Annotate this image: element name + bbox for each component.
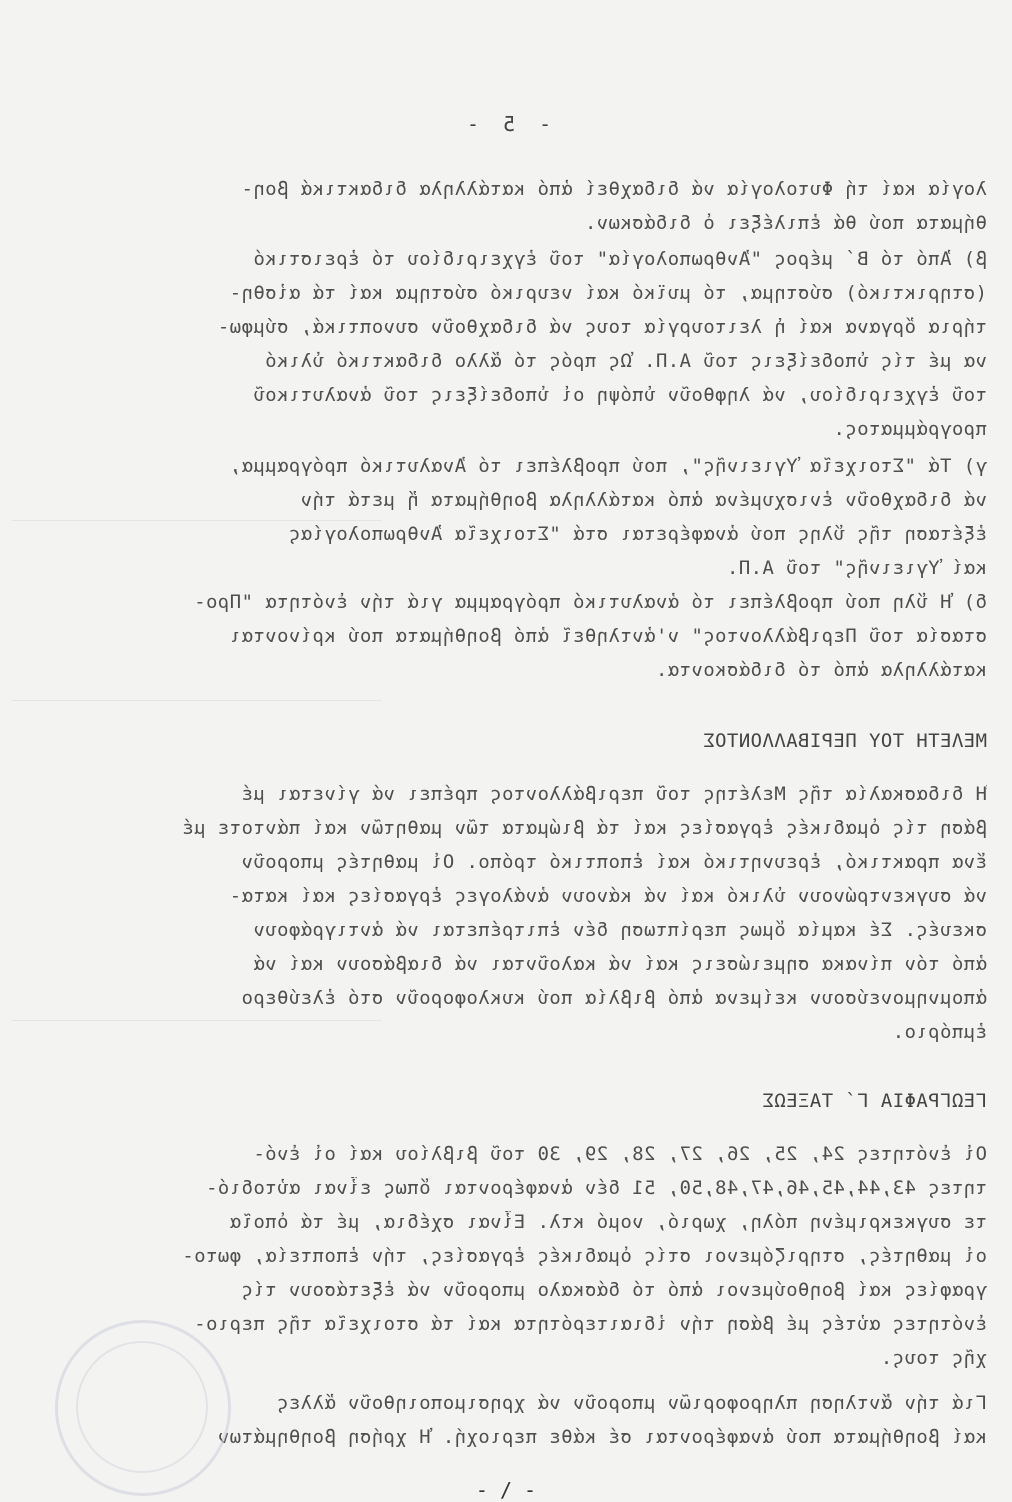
body-line: οἱ μαθητές, στηριζόμενοι στίς ὁμαδικές ἐργασίες, τήν ἐποπτεία, φωτο- <box>181 1245 987 1267</box>
body-line: σκευές. Σέ καμία ὅμως περίπτωση δέν ἐπιτρέπεται νά ἀντιγράφουν <box>252 919 987 941</box>
body-line: β) Ἀπό τό Β΄ μέρος "Ἀνθρωπολογία" τοῦ ἐγχειριδίου τό ἐρειστικό <box>252 248 987 270</box>
page-continuation-mark: - / - <box>475 1478 537 1502</box>
body-line: στασία τοῦ Περιβάλλοντος" ν'ἀντληθεῖ ἀπό βοηθήματα πού κρίνονται <box>229 625 987 647</box>
section-heading: ΜΕΛΕΤΗ ΤΟΥ ΠΕΡΙΒΑΛΛΟΝΤΟΣ <box>702 730 987 752</box>
body-line: δ) Ἡ ὕλη πού προβλέπει τό ἀναλυτικό πρόγραμμα γιά τήν ἑνότητα "Προ- <box>193 591 987 613</box>
body-line: γραφίες καί βοηθούμενοι ἀπό τό δάσκαλο μποροῦν νά ἐξετάσουν τίς <box>241 1279 987 1301</box>
body-line: να μέ τίς ὑποδείξεις τοῦ Α.Π. Ὡς πρός τό ἄλλο διδακτικό ὑλικό <box>264 350 987 372</box>
body-line: καί Ὑγιεινῆς" τοῦ Α.Π. <box>726 557 987 579</box>
body-line: ἑνότητες αὐτές μέ βάση τήν ἰδιαιτερότητα καί τά στοιχεῖα τῆς περιο- <box>193 1313 987 1335</box>
body-line: τοῦ ἐγχειριδίου, νά ληφθοῦν ὑπόψη οἱ ὑποδείξεις τοῦ ἀναλυτικοῦ <box>252 384 987 406</box>
stamp-seal <box>55 1320 231 1496</box>
body-line: τε συγκεκριμένη πόλη, χωριό, νομό κτλ. Εἶναι σχέδια, μέ τά ὁποῖα <box>229 1211 987 1233</box>
body-line: Γιά τήν ἄντληση πληροφοριῶν μποροῦν νά χρησιμοποιηθοῦν ἄλλες <box>276 1392 987 1414</box>
body-line: νά συγκεντρώνουν ὑλικό καί νά κάνουν ἀνάλογες ἐργασίες καί κατα- <box>229 885 987 907</box>
body-line: Οἱ ἑνότητες 24, 25, 26, 27, 28, 29, 30 τοῦ βιβλίου καί οἱ ἑνό- <box>252 1143 987 1165</box>
body-line: τήρια ὄργανα καί ἡ λειτουργία τους νά διδαχθοῦν συνοπτικά, σύμφω- <box>217 316 987 338</box>
body-line: ἐμπόριο. <box>892 1021 987 1043</box>
bleed-through-mark <box>12 700 382 701</box>
body-line: (στηρικτικό) σύστημα, τό μυϊκό καί νευρικό σύστημα καί τά αἰσθη- <box>229 282 987 304</box>
body-line: χῆς τους. <box>880 1347 987 1369</box>
section-heading: ΓΕΩΓΡΑΦΙΑ Γ΄ ΤΑΞΕΩΣ <box>762 1090 987 1112</box>
bleed-through-mark <box>12 520 382 521</box>
body-line: καί βοηθήματα πού ἀναφέρονται σέ κάθε περιοχή. Ἡ χρήση βοηθημάτων <box>217 1426 987 1448</box>
body-line: νά διδαχθοῦν ἐνισχυμένα ἀπό κατάλληλα βοηθήματα ἤ μετά τήν <box>300 489 987 511</box>
body-line: γ) Τά "Στοιχεῖα Ὑγιεινῆς", πού προβλέπει τό Ἀναλυτικό πρόγραμμα, <box>229 455 987 477</box>
body-line: ἕνα πρακτικό, ἐρευνητικό καί ἐποπτικό τρόπο. Οἱ μαθητές μποροῦν <box>241 851 987 873</box>
body-line: προγράμματος. <box>833 418 987 440</box>
body-line: λογία καί τή Φυτολογία νά διδαχθεί ἀπό κατάλληλα διδακτικά βοη- <box>241 178 987 200</box>
body-line: κατάλληλα ἀπό τό διδάσκοντα. <box>655 659 987 681</box>
body-line: ἀπό τόν πίνακα σημειώσεις καί νά καλοῦνται νά διαβάσουν καί νά <box>252 953 987 975</box>
body-line: τητες 43,44,45,46,47,48,50, 51 δέν ἀναφέρονται ὅπως εἶναι αὐτοδιό- <box>205 1177 987 1199</box>
bleed-through-mark <box>12 1020 382 1021</box>
body-line: ἀπομνημονεύσουν κείμενα ἀπό βιβλία πού κυκλοφοροῦν στό ἐλεύθερο <box>241 987 987 1009</box>
body-line: ἐξέταση τῆς ὕλης πού ἀναφέρεται στά "Στοιχεῖα Ἀνθρωπολογίας <box>288 523 987 545</box>
body-line: θήματα πού θά ἐπιλέξει ὁ διδάσκων. <box>584 212 987 234</box>
body-line: Ἡ διδασκαλία τῆς Μελέτης τοῦ περιβάλλοντος πρέπει νά γίνεται μέ <box>241 783 987 805</box>
body-line: βάση τίς ὁμαδικές ἐργασίες καί τά βιώματα τῶν μαθητῶν καί πάντοτε μέ <box>181 817 987 839</box>
page-number: - 5 - <box>460 112 552 136</box>
